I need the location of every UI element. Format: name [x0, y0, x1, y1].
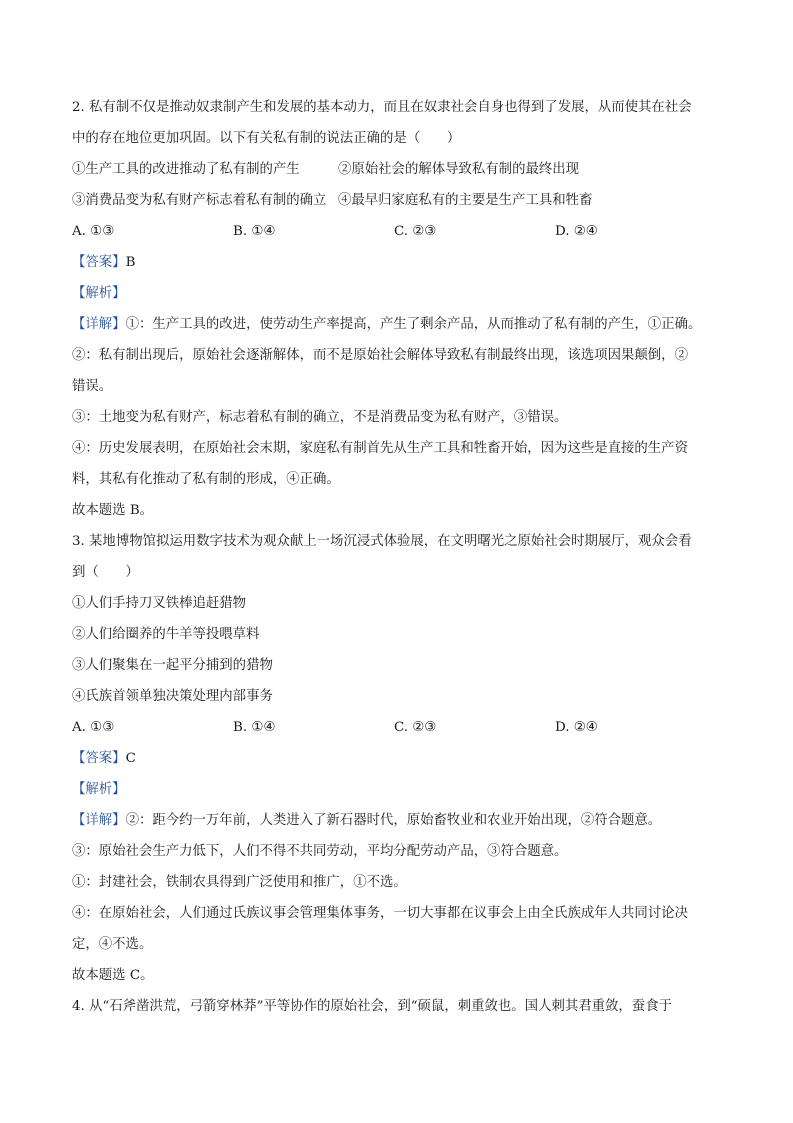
- q3-explanation-3: ①：封建社会，铁制农具得到广泛使用和推广，①不选。: [72, 875, 407, 890]
- q2-explanation-5: ④：历史发展表明，在原始社会末期，家庭私有制首先从生产工具和牲畜开始，因为这些是直接的生产资: [72, 441, 688, 456]
- q2-explanation-1-text: ①：生产工具的改进，使劳动生产率提高，产生了剩余产品，从而推动了私有制的产生，①正确。: [125, 317, 702, 332]
- q3-stem-line-1: 3. 某地博物馆拟运用数字技术为观众献上一场沉浸式体验展，在文明曙光之原始社会时期展厅，观众会看: [72, 534, 692, 549]
- q2-answer-value: B: [125, 255, 136, 270]
- q3-answer-tag: 【答案】: [72, 751, 126, 766]
- page-content: [72, 92, 722, 1022]
- q2-answer: [72, 247, 722, 278]
- q3-explanation-1-text: ②：距今约一万年前，人类进入了新石器时代，原始畜牧业和农业开始出现，②符合题意。: [125, 813, 662, 828]
- q2-option-c: C. ②③: [394, 224, 437, 239]
- q2-option-a: A. ①③: [72, 224, 115, 239]
- q2-statement-row-1: [72, 154, 722, 185]
- q2-conclusion: 故本题选 B。: [72, 503, 154, 518]
- q2-options: [72, 216, 722, 247]
- q2-statement-4: ④最早归家庭私有的主要是生产工具和牲畜: [338, 193, 593, 208]
- q3-statement-1: ①人们手持刀叉铁棒追赶猎物: [72, 596, 247, 611]
- q2-analysis-tag: 【解析】: [72, 286, 126, 301]
- q3-answer-value: C: [125, 751, 136, 766]
- q3-statement-3: ③人们聚集在一起平分捕到的猎物: [72, 658, 273, 673]
- q2-statement-1: ①生产工具的改进推动了私有制的产生: [72, 162, 300, 177]
- q2-option-b: B. ①④: [233, 224, 276, 239]
- q4-stem-line-1: 4. 从“石斧凿洪荒，弓箭穿林莽”平等协作的原始社会，到“硕鼠，刺重敛也。国人刺其君重敛，蚕食于: [72, 999, 672, 1014]
- q2-statement-row-2: [72, 185, 722, 216]
- q3-explanation-2: ③：原始社会生产力低下，人们不得不共同劳动，平均分配劳动产品，③符合题意。: [72, 844, 568, 859]
- q2-explanation-2: ②：私有制出现后，原始社会逐渐解体，而不是原始社会解体导致私有制最终出现，该选项因果颠倒，②: [72, 348, 688, 363]
- q2-explanation-3: 错误。: [72, 379, 113, 394]
- q3-explanation-5: 定，④不选。: [72, 937, 153, 952]
- q3-explanation-4: ④：在原始社会，人们通过氏族议事会管理集体事务，一切大事都在议事会上由全氏族成年人共同讨论决: [72, 906, 688, 921]
- q3-option-a: A. ①③: [72, 720, 115, 735]
- q3-explanation-1: [72, 805, 722, 836]
- q2-answer-tag: 【答案】: [72, 255, 126, 270]
- q2-statement-2: ②原始社会的解体导致私有制的最终出现: [338, 162, 580, 177]
- q2-detail-tag: 【详解】: [72, 317, 126, 332]
- q2-stem-line-2: 中的存在地位更加巩固。以下有关私有制的说法正确的是（ ）: [72, 131, 461, 146]
- q3-statement-4: ④氏族首领单独决策处理内部事务: [72, 689, 273, 704]
- q3-answer: [72, 743, 722, 774]
- q2-option-d: D. ②④: [555, 224, 598, 239]
- q3-option-b: B. ①④: [233, 720, 276, 735]
- q3-option-d: D. ②④: [555, 720, 598, 735]
- q3-conclusion: 故本题选 C。: [72, 968, 154, 983]
- q3-analysis-tag: 【解析】: [72, 782, 126, 797]
- q3-stem-line-2: 到（ ）: [72, 565, 139, 580]
- q2-statement-3: ③消费品变为私有财产标志着私有制的确立: [72, 193, 327, 208]
- q2-explanation-4: ③：土地变为私有财产，标志着私有制的确立，不是消费品变为私有财产，③错误。: [72, 410, 568, 425]
- q2-stem-line-1: 2. 私有制不仅是推动奴隶制产生和发展的基本动力，而且在奴隶社会自身也得到了发展，从而使其在社会: [72, 100, 692, 115]
- q3-options: [72, 712, 722, 743]
- q3-detail-tag: 【详解】: [72, 813, 126, 828]
- q2-explanation-1: [72, 309, 722, 340]
- q3-option-c: C. ②③: [394, 720, 437, 735]
- q3-statement-2: ②人们给圈养的牛羊等投喂草料: [72, 627, 260, 642]
- q2-explanation-6: 料，其私有化推动了私有制的形成，④正确。: [72, 472, 340, 487]
